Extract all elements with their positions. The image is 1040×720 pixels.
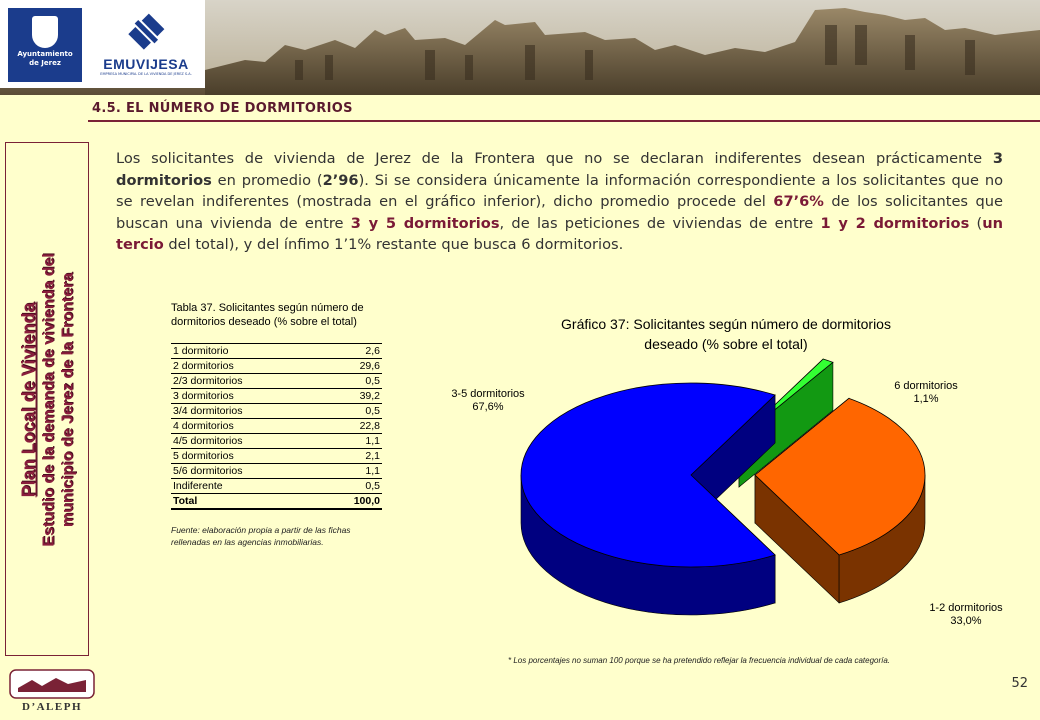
table-source: Fuente: elaboración propia a partir de las fichas rellenadas en las agencias inmobiliarias. (171, 525, 351, 547)
table-cell-value: 2,6 (320, 344, 382, 359)
slice-label-1-2-value: 33,0% (950, 615, 982, 627)
cathedral-photo (205, 0, 1040, 95)
para-text-6: ( (969, 214, 983, 232)
table-row (171, 359, 382, 374)
daleph-mark-icon (8, 668, 96, 714)
ayuntamiento-jerez-logo (8, 8, 82, 82)
table-cell-label: 2/3 dormitorios (171, 374, 320, 389)
slice-label-6 (876, 380, 976, 406)
sidebar-line2: Estudio de la demanda de vivienda del (40, 253, 58, 547)
table-row (171, 374, 382, 389)
logo-emu-sub: EMPRESA MUNICIPAL DE LA VIVIENDA DE JEREZ S.A. (100, 72, 192, 76)
table-cell-value: 22,8 (320, 419, 382, 434)
table-row (171, 404, 382, 419)
table-cell-label: Indiferente (171, 479, 320, 494)
page-number: 52 (1011, 676, 1028, 691)
crest-icon (32, 16, 58, 48)
table-cell-value: 0,5 (320, 374, 382, 389)
para-text-7: del total), y del ínfimo 1’1% restante que busca 6 dormitorios. (163, 236, 624, 253)
chart-37 (436, 312, 1016, 672)
daleph-logo-text: D’ALEPH (22, 701, 82, 713)
para-bold-5: 1 y 2 dormitorios (820, 214, 970, 232)
sidebar-line3: municipio de Jerez de la Frontera (59, 272, 77, 528)
table-cell-label: 1 dormitorio (171, 344, 320, 359)
para-text-1: Los solicitantes de vivienda de Jerez de la Frontera que no se declaran indiferentes desean prácticamente (116, 150, 993, 167)
chart-note: * Los porcentajes no suman 100 porque se ha pretendido reflejar la frecuencia individual de cada categoría. (508, 656, 891, 665)
para-text-5: , de las peticiones de viviendas de entre (499, 214, 821, 232)
daleph-logo (8, 668, 96, 714)
slice-label-1-2-name: 1-2 dormitorios (929, 602, 1003, 614)
table-cell-label: Total (171, 494, 320, 510)
table-row (171, 419, 382, 434)
logos-panel (0, 0, 207, 88)
slice-label-3-5-name: 3-5 dormitorios (451, 388, 525, 400)
table-row (171, 389, 382, 404)
table-cell-label: 2 dormitorios (171, 359, 320, 374)
table-cell-value: 1,1 (320, 464, 382, 479)
para-bold-6: un tercio (116, 214, 1004, 253)
table-cell-value: 0,5 (320, 404, 382, 419)
slice-label-3-5 (436, 388, 540, 414)
table-cell-value: 29,6 (320, 359, 382, 374)
dormitorios-table (171, 343, 382, 510)
para-bold-1: 3 dormitorios (116, 150, 1003, 189)
logo-emu-name: EMUVIJESA (103, 56, 189, 72)
table-cell-value: 0,5 (320, 479, 382, 494)
logo-jerez-line2: de Jerez (29, 59, 61, 67)
chart-title-line2: deseado (% sobre el total) (644, 336, 808, 352)
table-37 (171, 301, 384, 548)
table-cell-value: 39,2 (320, 389, 382, 404)
slice-label-6-name: 6 dormitorios (894, 380, 958, 392)
table-cell-label: 4 dormitorios (171, 419, 320, 434)
header-banner (0, 0, 1040, 95)
table-row (171, 449, 382, 464)
table-cell-label: 5/6 dormitorios (171, 464, 320, 479)
para-text-3: ). Si se considera únicamente la información correspondiente a los solicitantes que no se revelan indiferentes (mostrada en el gráfico inferior), dicho promedio procede del (116, 171, 1003, 210)
section-title: 4.5. EL NÚMERO DE DORMITORIOS (92, 101, 353, 116)
slice-label-3-5-value: 67,6% (472, 401, 504, 413)
table-caption: Tabla 37. Solicitantes según número de dormitorios deseado (% sobre el total) (171, 302, 364, 328)
table-row (171, 344, 382, 359)
title-divider (88, 120, 1040, 122)
sidebar-line1: Plan Local de Vivienda (18, 302, 39, 498)
para-text-2: en promedio ( (211, 171, 323, 189)
intro-paragraph (116, 148, 1003, 256)
para-text-4: de los solicitantes que buscan una vivienda de entre (116, 193, 1003, 232)
table-row (171, 494, 382, 510)
table-row (171, 479, 382, 494)
pie-chart (436, 312, 1016, 652)
table-cell-value: 1,1 (320, 434, 382, 449)
slice-label-6-value: 1,1% (913, 393, 939, 405)
para-bold-3: 67’6% (773, 193, 824, 210)
sidebar-vertical-title (19, 253, 78, 546)
slice-label-1-2 (916, 602, 1016, 628)
para-bold-4: 3 y 5 dormitorios (350, 214, 500, 232)
logo-jerez-line1: Ayuntamiento (17, 50, 73, 58)
table-cell-label: 3 dormitorios (171, 389, 320, 404)
table-row (171, 464, 382, 479)
para-bold-2: 2’96 (322, 171, 359, 189)
table-row (171, 434, 382, 449)
sidebar-frame (5, 142, 89, 656)
table-cell-label: 3/4 dormitorios (171, 404, 320, 419)
table-cell-label: 4/5 dormitorios (171, 434, 320, 449)
chart-title-line1: Gráfico 37: Solicitantes según número de dormitorios (561, 316, 891, 332)
emuvijesa-logo (92, 12, 200, 82)
table-cell-label: 5 dormitorios (171, 449, 320, 464)
table-cell-value: 2,1 (320, 449, 382, 464)
table-cell-value: 100,0 (320, 494, 382, 510)
emuvijesa-mark-icon (126, 12, 166, 52)
